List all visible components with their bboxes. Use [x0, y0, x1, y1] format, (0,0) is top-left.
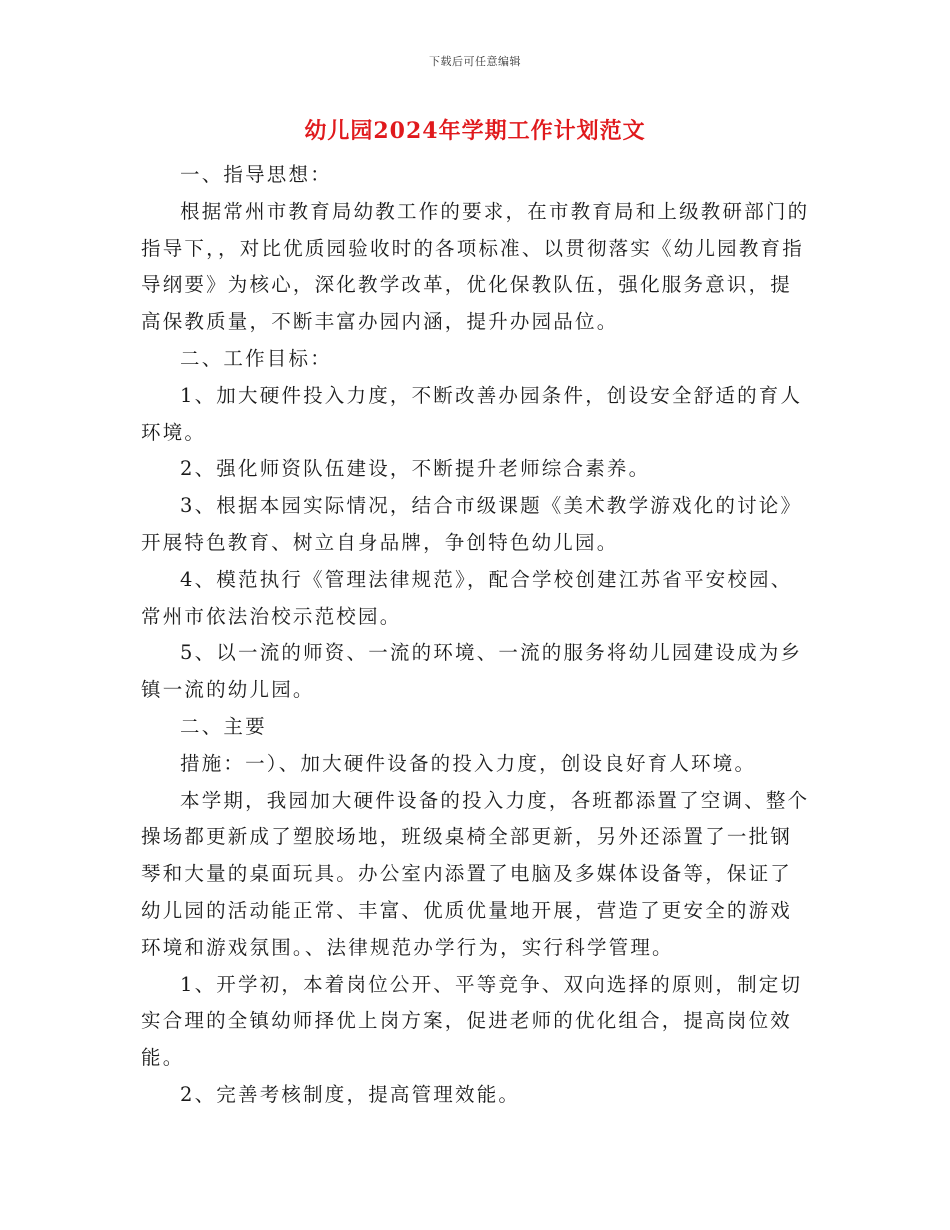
list-item: 2、完善考核制度，提高管理效能。: [180, 1082, 521, 1106]
document-body: [141, 157, 811, 1114]
header-note: 下载后可任意编辑: [429, 55, 521, 68]
list-item: 3、根据本园实际情况，结合市级课题《美术教学游戏化的讨论》开展特色教育、树立自身品牌，争创特色幼儿园。: [141, 494, 803, 554]
document-title: 幼儿园2024年学期工作计划范文: [304, 118, 646, 144]
paragraph: 根据常州市教育局幼教工作的要求，在市教育局和上级教研部门的指导下，，对比优质园验收时的各项标准、以贯彻落实《幼儿园教育指导纲要》为核心，深化教学改革，优化保教队伍，强化服务意识，提高保教质量，不断丰富办园内涵，提升办园品位。: [141, 199, 810, 334]
section-heading-guiding-ideology: 一、指导思想：: [180, 163, 332, 186]
list-item: 4、模范执行《管理法律规范》，配合学校创建江苏省平安校园、常州市依法治校示范校园。: [141, 567, 793, 628]
section-heading-main: 二、主要: [180, 714, 267, 738]
section-heading-work-goals: 二、工作目标：: [180, 346, 332, 370]
list-item: 5、以一流的师资、一流的环境、一流的服务将幼儿园建设成为乡镇一流的幼儿园。: [141, 641, 803, 702]
list-item: 1、加大硬件投入力度，不断改善办园条件，创设安全舒适的育人环境。: [141, 383, 803, 444]
list-item: 1、开学初，本着岗位公开、平等竞争、双向选择的原则，制定切实合理的全镇幼师择优上岗方案，促进老师的优化组合，提高岗位效能。: [141, 972, 803, 1070]
paragraph: 本学期，我园加大硬件设备的投入力度，各班都添置了空调、整个操场都更新成了塑胶场地，班级桌椅全部更新，另外还添置了一批钢琴和大量的桌面玩具。办公室内添置了电脑及多媒体设备等，保证了幼儿园的活动能正常、丰富、优质优量地开展，营造了更安全的游戏环境和游戏氛围。、法律规范办学行为，实行科学管理。: [141, 788, 810, 959]
list-item: 2、强化师资队伍建设，不断提升老师综合素养。: [180, 457, 651, 481]
paragraph: 措施：一）、加大硬件设备的投入力度，创设良好育人环境。: [180, 751, 757, 775]
